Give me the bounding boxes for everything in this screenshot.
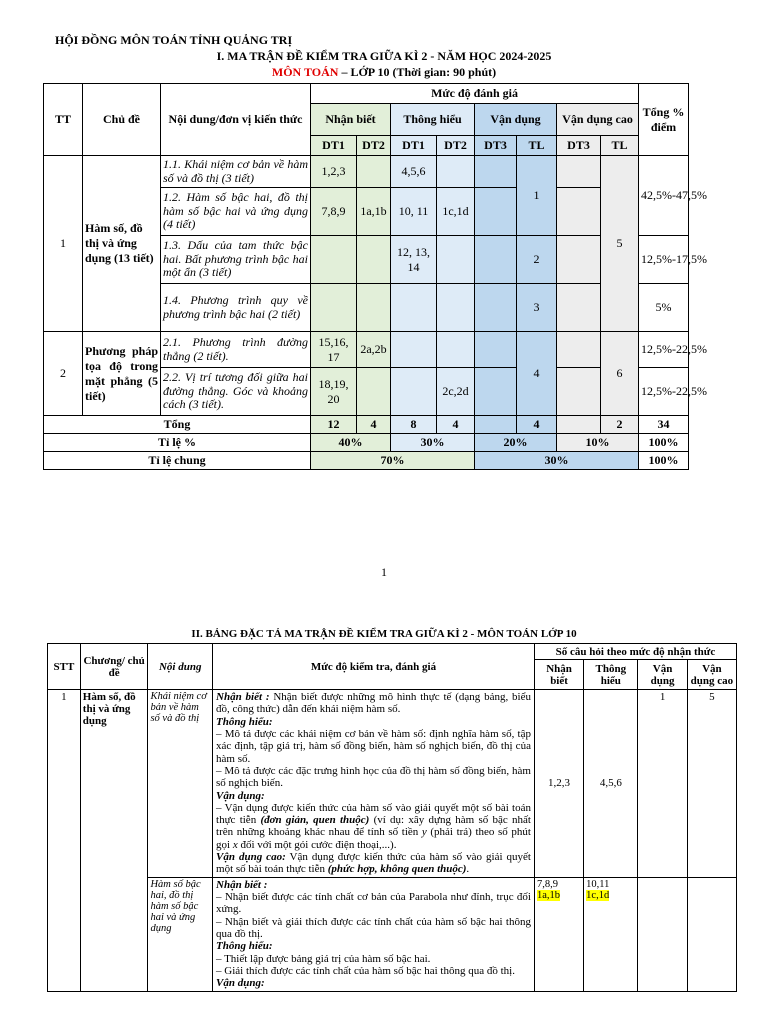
subject-red: MÔN TOÁN [271, 65, 339, 79]
org-header: HỘI ĐỒNG MÔN TOÁN TỈNH QUẢNG TRỊ [55, 33, 293, 47]
subject-line [0, 65, 768, 80]
spec-row1a-vd: 1 [638, 690, 687, 878]
tile-label: Tỉ lệ % [44, 434, 311, 452]
cell-1-1-th1: 4,5,6 [391, 156, 437, 188]
sub-dt2-nb: DT2 [357, 136, 391, 156]
r1b-th-heading: Thông hiểu: [216, 940, 273, 953]
r1b-nb-a: 7,8,9 [536, 878, 558, 890]
tong-vd-dt3 [475, 416, 517, 434]
r1a-vdc-text-c: . [466, 863, 470, 876]
spec-row1a-vdc: 5 [687, 690, 736, 878]
cell-2-vd-tl: 4 [517, 332, 557, 416]
header-vandungcao: Vận dụng cao [557, 104, 639, 136]
row2-topic: Phương pháp tọa độ trong mặt phẳng (5 tiết) [83, 332, 161, 416]
cell-2-vdc-tl: 6 [601, 332, 639, 416]
header-noidung: Nội dung/đơn vị kiến thức [161, 84, 311, 156]
spec-row1a-nb: 1,2,3 [534, 690, 583, 878]
tong-2-1: 12,5%-22,5% [639, 332, 689, 368]
content-1-1: 1.1. Khái niệm cơ bản về hàm số và đồ thị (3 tiết) [161, 156, 311, 188]
r1b-nb-text-b: – Nhận biết và giải thích được các tính chất của hàm số bậc hai thông qua đồ thị. [216, 915, 531, 940]
sub-dt1-th: DT1 [391, 136, 437, 156]
cell-1-3-th1: 12, 13, 14 [391, 236, 437, 284]
r1a-vd-text-d: y [421, 826, 427, 839]
spec-header-noidung: Nội dung [148, 644, 213, 690]
spec-row1-stt: 1 [48, 690, 81, 992]
tile-vdc: 10% [557, 434, 639, 452]
tong-nb2: 4 [357, 416, 391, 434]
r1a-vd-text-e: (phải trả) theo số phút gọi [216, 826, 531, 851]
r1b-nb-b: 1a,1b [536, 889, 560, 901]
r1b-vd-heading: Vận dụng: [216, 977, 265, 990]
sub-dt1-nb: DT1 [311, 136, 357, 156]
subject-rest: – LỚP 10 (Thời gian: 90 phút) [338, 65, 497, 79]
spec-table [47, 643, 737, 992]
cell-1-2-nb2: 1a,1b [357, 188, 391, 236]
tong-th1: 8 [391, 416, 437, 434]
sub-tl-vdc: TL [601, 136, 639, 156]
r1b-th-b: 1c,1d [586, 889, 610, 901]
matrix-table [43, 83, 708, 470]
tlc-label: Tỉ lệ chung [44, 452, 311, 470]
header-tt: TT [44, 84, 83, 156]
cell-1-vdc-tl: 5 [601, 156, 639, 332]
content-1-3: 1.3. Dấu của tam thức bậc hai. Bất phương trình bậc hai một ẩn (3 tiết) [161, 236, 311, 284]
r1a-th-text-a: – Mô tả được các khái niệm cơ bản về hàm số: định nghĩa hàm số, tập xác định, tập giá trị, hàm số đồng biến, hàm số nghịch biến, đồ thị của hàm số. [216, 727, 531, 765]
header-thonghieu: Thông hiểu [391, 104, 475, 136]
matrix-title: I. MA TRẬN ĐỀ KIỂM TRA GIỮA KÌ 2 - NĂM HỌC 2024-2025 [216, 49, 552, 63]
cell-1-2-nb1: 7,8,9 [311, 188, 357, 236]
spec-row1b-desc [213, 877, 535, 991]
row1-tt: 1 [44, 156, 83, 332]
tong-total: 34 [639, 416, 689, 434]
spec-header-nb: Nhận biết [534, 660, 583, 690]
spec-header-vdc: Vận dụng cao [687, 660, 736, 690]
cell-2-2-nb1: 18,19, 20 [311, 368, 357, 416]
r1b-th-text-a: – Thiết lập được bảng giá trị của hàm số bậc hai. [216, 952, 431, 965]
sub-tl-vd: TL [517, 136, 557, 156]
spec-row1b-th [584, 877, 638, 991]
sub-dt3-vdc: DT3 [557, 136, 601, 156]
tong-1-4: 5% [639, 284, 689, 332]
spec-row1b-noidung: Hàm số bậc hai, đồ thị hàm số bậc hai và ứng dụng [148, 877, 213, 991]
row1-topic: Hàm số, đồ thị và ứng dụng (13 tiết) [83, 156, 161, 332]
spec-header-mucdo: Mức độ kiểm tra, đánh giá [213, 644, 535, 690]
r1a-nb-heading: Nhận biết : [216, 691, 270, 703]
spec-row1a-noidung: Khái niệm cơ bản về hàm số và đồ thị [148, 690, 213, 878]
tile-total: 100% [639, 434, 689, 452]
content-2-1: 2.1. Phương trình đường thẳng (2 tiết). [161, 332, 311, 368]
r1a-vdc-text-b: (phức hợp, không quen thuộc) [327, 863, 467, 876]
r1b-th-a: 10,11 [586, 878, 610, 890]
header-vandung: Vận dụng [475, 104, 557, 136]
cell-2-2-th2: 2c,2d [437, 368, 475, 416]
tong-nb1: 12 [311, 416, 357, 434]
spec-title: II. BẢNG ĐẶC TẢ MA TRẬN ĐỀ KIỂM TRA GIỮA KÌ 2 - MÔN TOÁN LỚP 10 [191, 628, 577, 640]
tlc-a: 70% [311, 452, 475, 470]
r1a-vd-text-a: – Vận dụng được kiến thức của hàm số vào giải quyết một số bài toán thực tiễn [216, 801, 531, 827]
cell-2-1-nb1: 15,16, 17 [311, 332, 357, 368]
cell-1-3-vd-tl: 2 [517, 236, 557, 284]
content-2-2: 2.2. Vị trí tương đối giữa hai đường thẳng. Góc và khoảng cách (3 tiết). [161, 368, 311, 416]
tlc-b: 30% [475, 452, 639, 470]
header-chude: Chủ đề [83, 84, 161, 156]
r1b-th-text-b: – Giải thích được các tính chất của hàm số bậc hai thông qua đồ thị. [216, 964, 515, 977]
tong-th2: 4 [437, 416, 475, 434]
header-tong: Tổng % điểm [639, 84, 689, 156]
r1a-vd-text-g: đối với một gói cước điện thoại,...). [237, 838, 397, 851]
cell-1-1-nb1: 1,2,3 [311, 156, 357, 188]
cell-1-vd-tl: 1 [517, 156, 557, 236]
spec-header-vd: Vận dụng [638, 660, 687, 690]
tong-label: Tổng [44, 416, 311, 434]
tong-1-12: 42,5%-47,5% [639, 156, 689, 236]
r1a-vd-text-b: (đơn giản, quen thuộc) [260, 814, 370, 827]
spec-header-chuong: Chương/ chủ đề [80, 644, 148, 690]
row2-tt: 2 [44, 332, 83, 416]
r1a-vdc-heading: Vận dụng cao: [216, 851, 286, 864]
r1a-vd-text-f: x [232, 838, 238, 851]
tile-vd: 20% [475, 434, 557, 452]
page-number: 1 [381, 565, 387, 579]
spec-header-stt: STT [48, 644, 81, 690]
r1b-nb-heading: Nhận biết : [216, 878, 268, 891]
tong-vdc-dt3 [557, 416, 601, 434]
content-1-2: 1.2. Hàm số bậc hai, đồ thị hàm số bậc hai và ứng dụng (4 tiết) [161, 188, 311, 236]
r1a-vd-heading: Vận dụng: [216, 789, 265, 802]
spec-row1a-desc [213, 690, 535, 878]
tong-1-3: 12,5%-17,5% [639, 236, 689, 284]
content-1-4: 1.4. Phương trình quy về phương trình bậc hai (2 tiết) [161, 284, 311, 332]
r1a-nb-text: Nhận biết được những mô hình thực tế (dạng bảng, biểu đồ, công thức) dẫn đến khái niệm hàm số. [216, 691, 531, 716]
tlc-total: 100% [639, 452, 689, 470]
tile-th: 30% [391, 434, 475, 452]
spec-row1a-th: 4,5,6 [584, 690, 638, 878]
cell-1-2-th2: 1c,1d [437, 188, 475, 236]
sub-dt2-th: DT2 [437, 136, 475, 156]
cell-1-4-vd-tl: 3 [517, 284, 557, 332]
spec-header-socau: Số câu hỏi theo mức độ nhận thức [534, 644, 736, 660]
tong-2-2: 12,5%-22,5% [639, 368, 689, 416]
tong-vd-tl: 4 [517, 416, 557, 434]
cell-2-1-nb2: 2a,2b [357, 332, 391, 368]
r1b-nb-text-a: – Nhận biết được các tính chất cơ bản của Parabola như đỉnh, trục đối xứng. [216, 891, 531, 916]
cell-1-2-th1: 10, 11 [391, 188, 437, 236]
spec-row1-chuong: Hàm số, đồ thị và ứng dụng [80, 690, 148, 992]
tong-vdc-tl: 2 [601, 416, 639, 434]
r1a-vdc-text-a: Vận dụng được kiến thức của hàm số vào giải quyết một số bài toán thực tiễn [216, 851, 531, 876]
sub-dt3-vd: DT3 [475, 136, 517, 156]
r1a-th-text-b: – Mô tả được các đặc trưng hình học của đồ thị hàm số đồng biến, hàm số nghịch biến. [216, 764, 531, 790]
page-2 [0, 600, 768, 1024]
header-mucdo: Mức độ đánh giá [311, 84, 639, 104]
header-nhanbiet: Nhận biết [311, 104, 391, 136]
spec-row1b-nb [534, 877, 583, 991]
r1a-vd-text-c: (ví dụ: xây dựng hàm số bậc nhất trên những khoảng khác nhau để tính số tiền [216, 814, 531, 839]
r1a-th-heading: Thông hiểu: [216, 715, 273, 728]
spec-header-th: Thông hiểu [584, 660, 638, 690]
tile-nb: 40% [311, 434, 391, 452]
